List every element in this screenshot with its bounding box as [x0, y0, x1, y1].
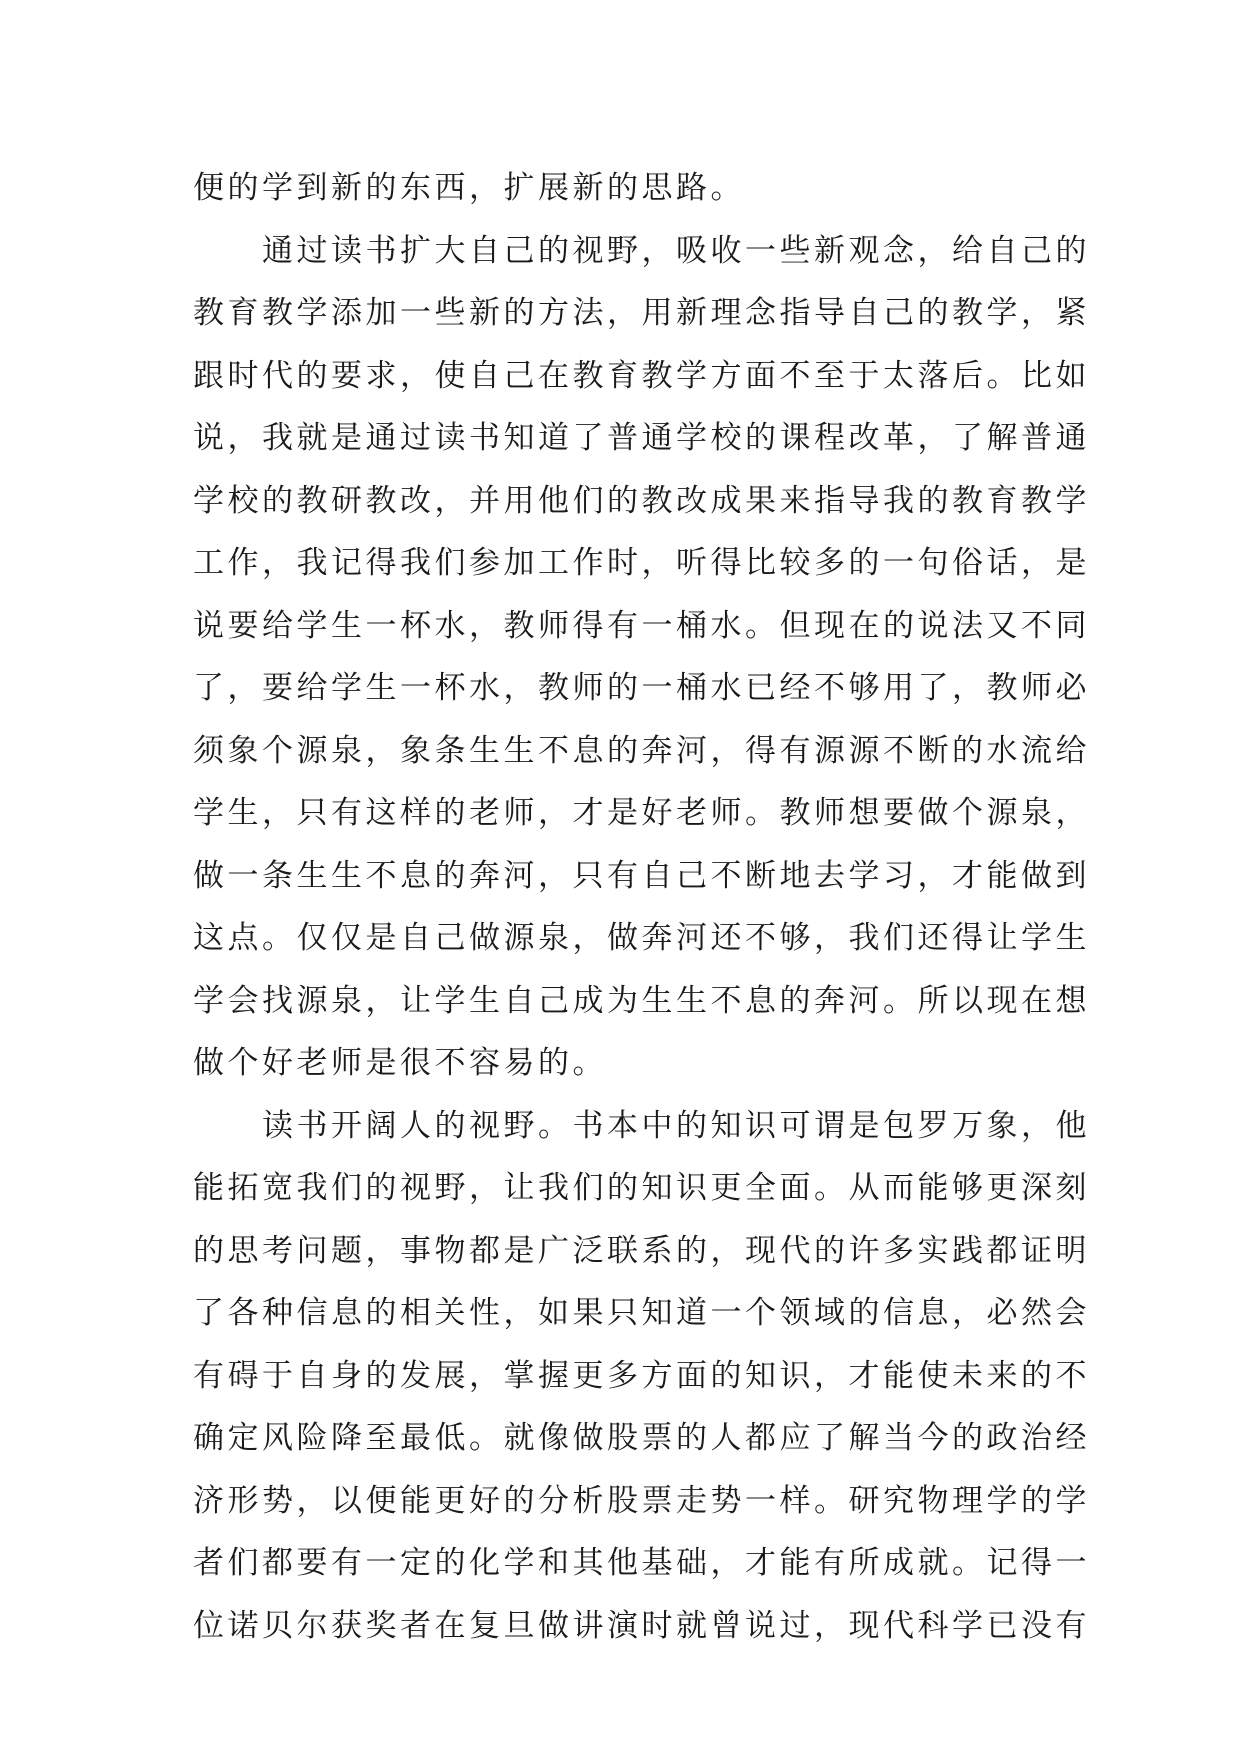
text-line: 教育教学添加一些新的方法，用新理念指导自己的教学，紧: [193, 295, 1090, 331]
text-line: 做一条生生不息的奔河，只有自己不断地去学习，才能做到: [193, 857, 1090, 894]
text-line: 做个好老师是很不容易的。: [193, 1045, 607, 1081]
text-line: 确定风险降至最低。就像做股票的人都应了解当今的政治经: [193, 1420, 1090, 1456]
text-line: 说，我就是通过读书知道了普通学校的课程改革，了解普通: [193, 420, 1090, 456]
text-line: 学校的教研教改，并用他们的教改成果来指导我的教育教学: [193, 482, 1090, 519]
text-line: 了，要给学生一杯水，教师的一桶水已经不够用了，教师必: [193, 670, 1090, 706]
text-line: 学会找源泉，让学生自己成为生生不息的奔河。所以现在想: [193, 982, 1090, 1019]
text-line: 工作，我记得我们参加工作时，听得比较多的一句俗话，是: [193, 545, 1090, 581]
text-line: 者们都要有一定的化学和其他基础，才能有所成就。记得一: [193, 1545, 1090, 1581]
text-line: 说要给学生一杯水，教师得有一桶水。但现在的说法又不同: [193, 607, 1090, 644]
text-line: 通过读书扩大自己的视野，吸收一些新观念，给自己的: [193, 232, 1090, 269]
text-line: 读书开阔人的视野。书本中的知识可谓是包罗万象，他: [193, 1107, 1090, 1144]
text-line: 这点。仅仅是自己做源泉，做奔河还不够，我们还得让学生: [193, 920, 1090, 956]
text-line: 了各种信息的相关性，如果只知道一个领域的信息，必然会: [193, 1295, 1090, 1331]
text-line: 能拓宽我们的视野，让我们的知识更全面。从而能够更深刻: [193, 1170, 1090, 1206]
text-line: 跟时代的要求，使自己在教育教学方面不至于太落后。比如: [193, 357, 1090, 394]
text-line: 位诺贝尔获奖者在复旦做讲演时就曾说过，现代科学已没有: [193, 1607, 1090, 1644]
text-line: 有碍于自身的发展，掌握更多方面的知识，才能使未来的不: [193, 1357, 1090, 1394]
text-line: 便的学到新的东西，扩展新的思路。: [193, 170, 745, 206]
text-line: 济形势，以便能更好的分析股票走势一样。研究物理学的学: [193, 1482, 1090, 1519]
body-text: [193, 157, 1090, 1657]
text-line: 的思考问题，事物都是广泛联系的，现代的许多实践都证明: [193, 1232, 1090, 1269]
text-line: 学生，只有这样的老师，才是好老师。教师想要做个源泉，: [193, 795, 1090, 831]
text-line: 须象个源泉，象条生生不息的奔河，得有源源不断的水流给: [193, 732, 1090, 769]
